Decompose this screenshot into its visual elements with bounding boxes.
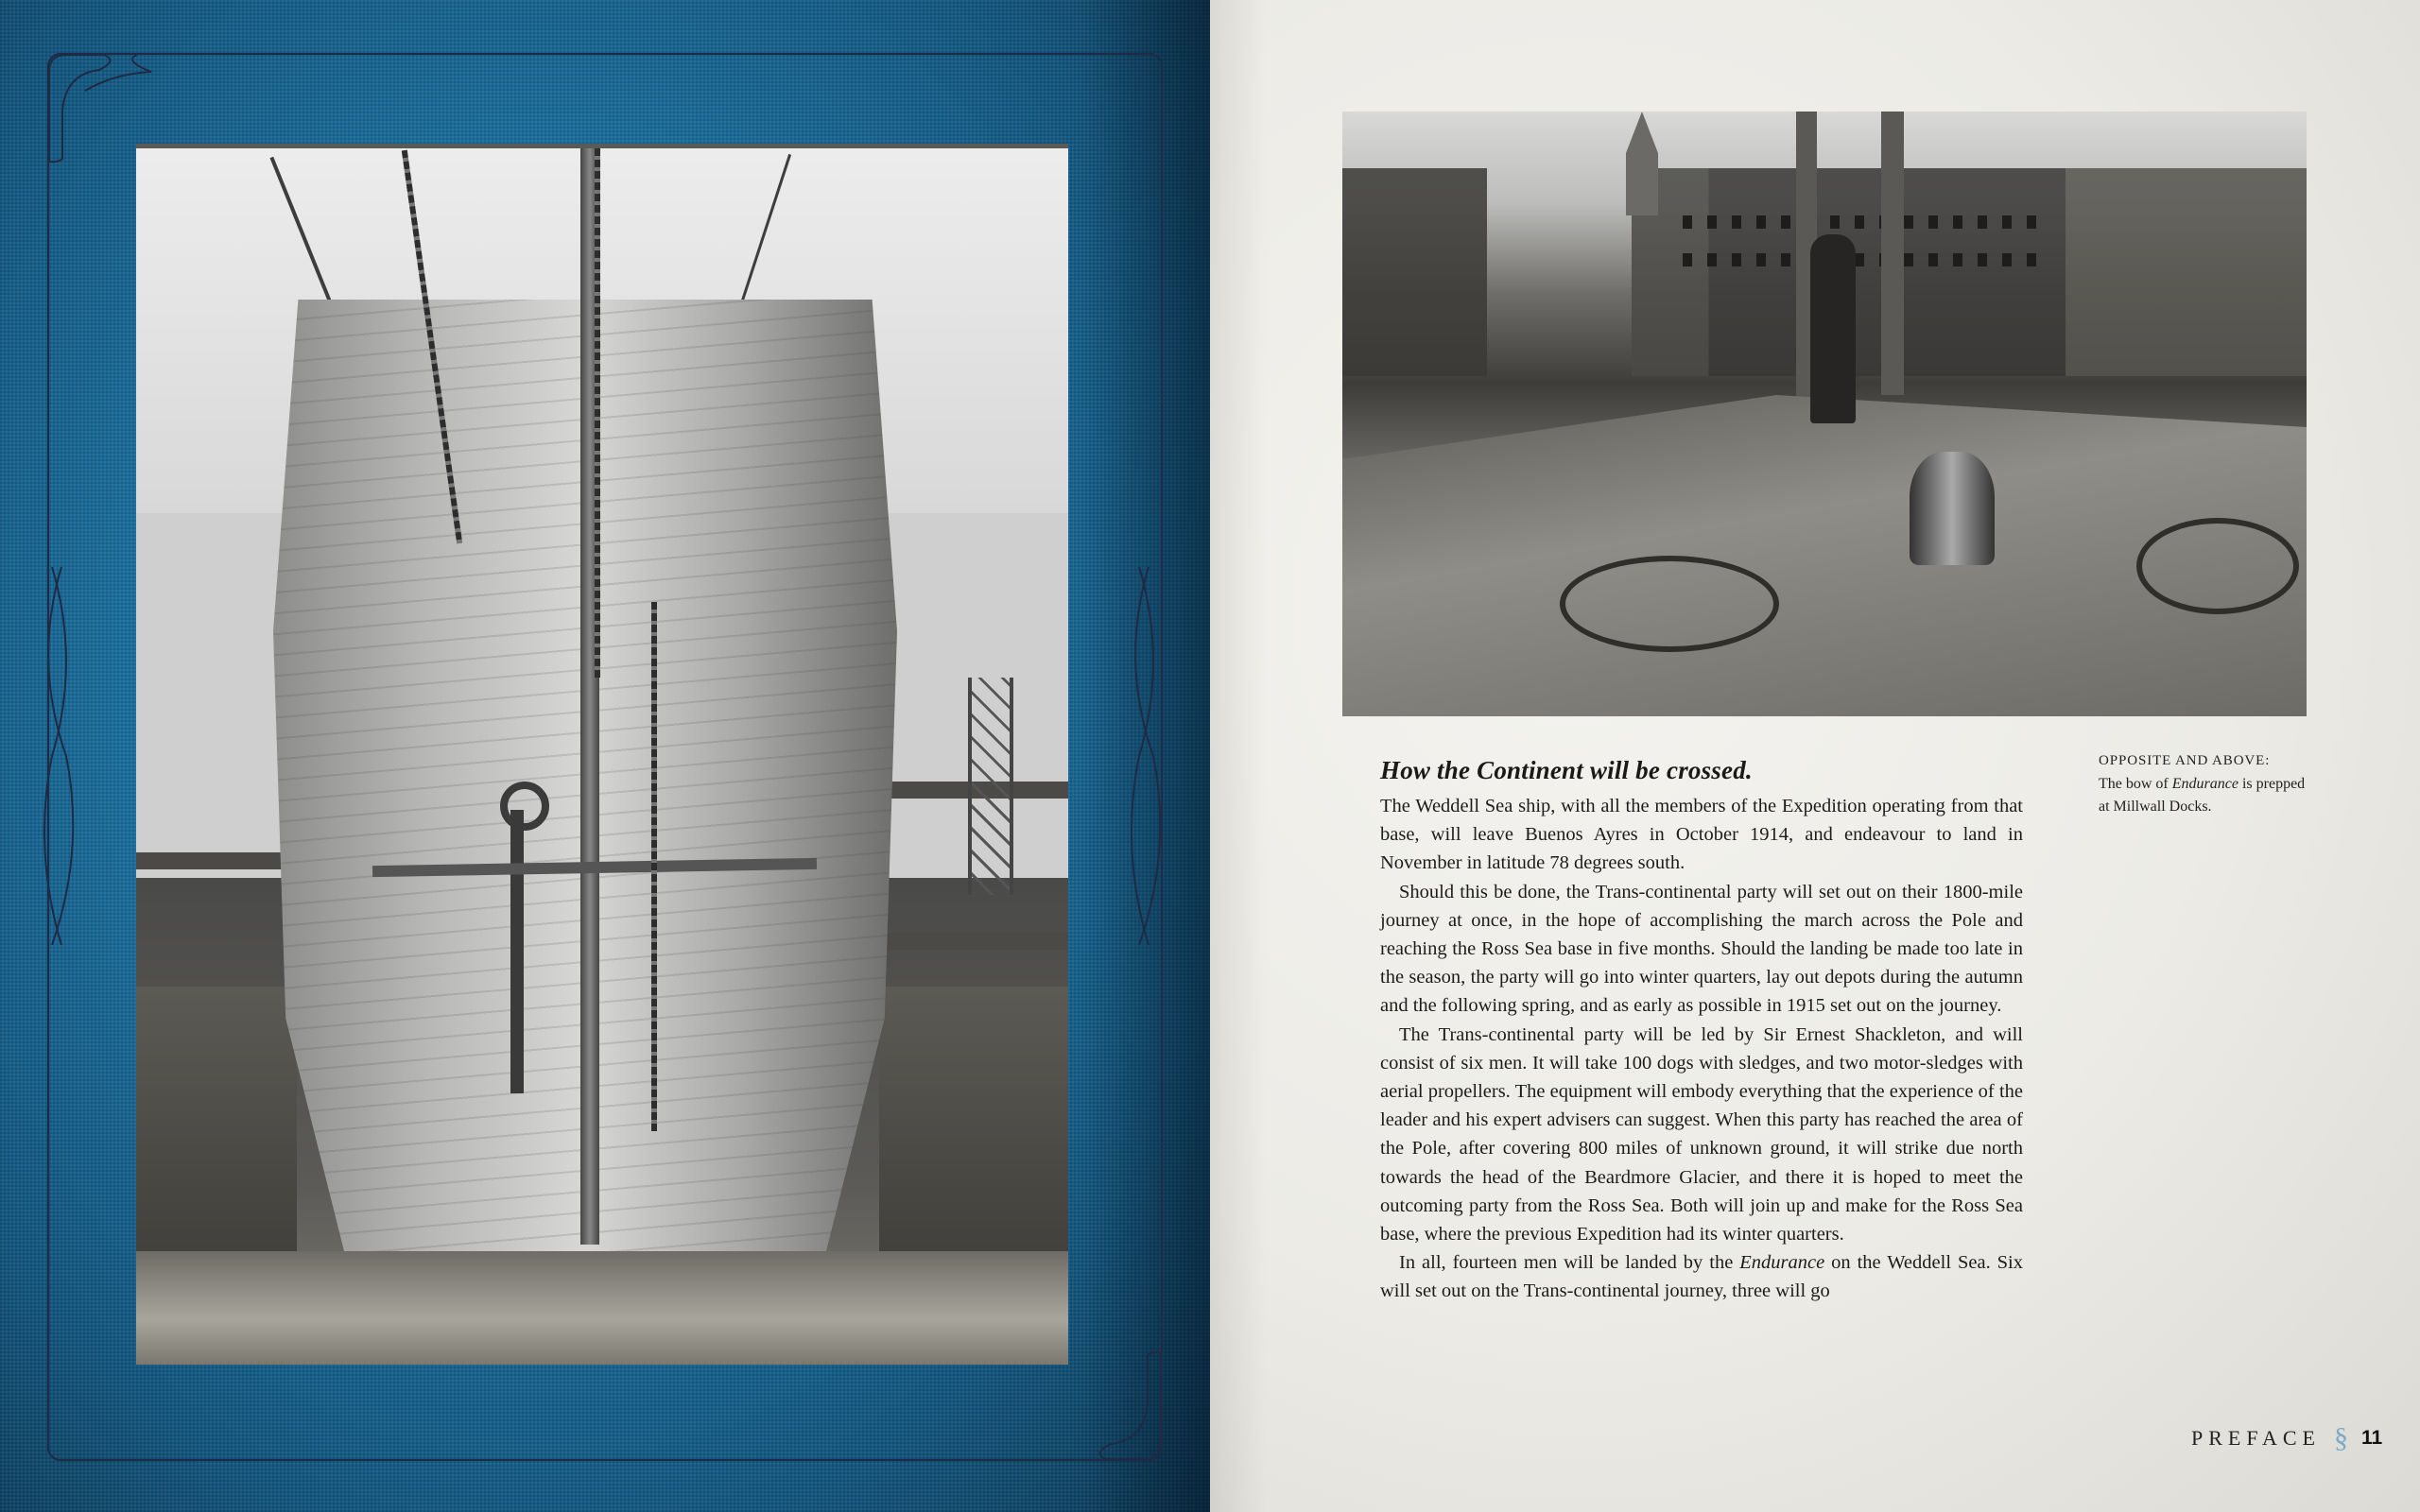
building-windows (1683, 215, 2042, 229)
caption-label: OPPOSITE AND ABOVE: (2099, 753, 2271, 768)
sailor-figure (1810, 234, 1856, 423)
anchor-ring (500, 782, 549, 831)
article-body (1380, 792, 2023, 1306)
church-spire (1626, 112, 1658, 215)
article-heading: How the Continent will be crossed. (1380, 756, 1753, 784)
building-windows (1683, 253, 2042, 266)
paragraph: Should this be done, the Trans-continental party will set out on their 1800-mile journey at once, in the hope of accomplishing the march across the Pole and reaching the Ross Sea base in five months. Should the landing be made too late in the season, the party will go into winter quarters, lay out depots during the autumn and the following spring, and as early as possible in 1915 set out on the journey. (1380, 881, 2023, 1017)
photo-caption (2099, 748, 2307, 818)
bow-photograph (136, 144, 1068, 1365)
page-folio (2191, 1419, 2382, 1457)
anchor (510, 810, 524, 1093)
capstan (1910, 452, 1995, 565)
paragraph: The Trans-continental party will be led by Sir Ernest Shackleton, and will consist of six men. It will take 100 dogs with sledges, and two motor-sledges with aerial propellers. The equipment will embody everything that the experience of the leader and his expert advisers can suggest. When this party has reached the area of the Pole, after covering 800 miles of unknown ground, it will strike due north towards the head of the Beardmore Glacier, and there it is hoped to meet the outcoming party from the Ross Sea. Both will join up and make for the Ross Sea base, where the previous Expedition had its winter quarters. (1380, 1023, 2023, 1246)
paragraph: The Weddell Sea ship, with all the members of the Expedition operating from that base, will leave Buenos Ayres in October 1914, and endeavour to land in November in latitude 78 degrees south. (1380, 796, 2023, 874)
coiled-rope (1560, 556, 1779, 652)
caption-text: The bow of Endurance is prepped at Millwall Docks. (2099, 776, 2306, 815)
paragraph-text: In all, fourteen men will be landed by the (1399, 1252, 1740, 1274)
mast (1881, 112, 1904, 395)
flourish-icon: § (2333, 1422, 2348, 1453)
ship-name: Endurance (1739, 1252, 1825, 1274)
dry-dock-floor (136, 1251, 1068, 1365)
dock-wall-right (879, 987, 1068, 1289)
frame-side-vine-ornament-icon (43, 567, 80, 945)
rigging-chain (595, 148, 600, 678)
dock-crane (968, 678, 1013, 895)
paragraph (1380, 1248, 2023, 1305)
page-number: 11 (2360, 1427, 2383, 1449)
section-name: PREFACE (2191, 1426, 2321, 1450)
frame-corner-ornament-icon (1049, 1348, 1163, 1461)
ship-name: Endurance (2171, 776, 2238, 792)
paragraph-text: on the Weddell Sea. Six will set out on the Trans-continental journey, three will go (1380, 1252, 2023, 1302)
deck-photograph (1342, 112, 2307, 716)
gutter-shadow (1210, 0, 1267, 1512)
anchor-chain (651, 602, 657, 1131)
dock-wall-left (136, 987, 297, 1289)
frame-side-vine-ornament-icon (1130, 567, 1167, 945)
shoring-beam (883, 933, 1068, 950)
coiled-rope (2136, 518, 2299, 614)
